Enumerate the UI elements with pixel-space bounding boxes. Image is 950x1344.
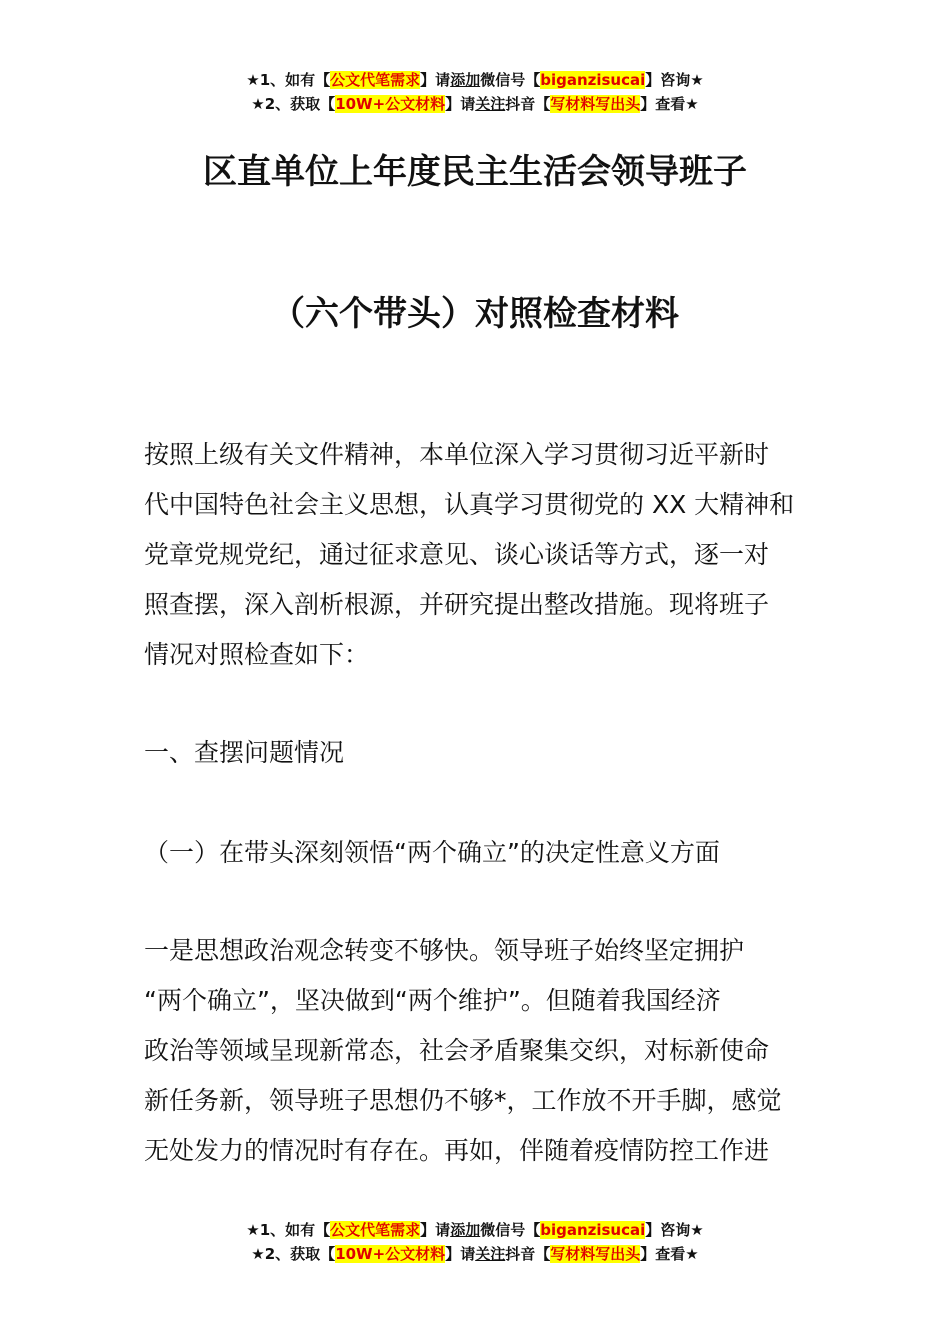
intro-line: 党章党规党纪，通过征求意见、谈心谈话等方式，逐一对: [144, 540, 770, 569]
highlight-wechat-id: biganzisucai: [540, 71, 646, 89]
banner-text: 1、如有【: [259, 71, 331, 89]
banner-underline-text: 添加: [450, 1221, 481, 1239]
document-title-line-1: 区直单位上年度民主生活会领导班子: [203, 152, 747, 192]
subsection-heading: （一）在带头深刻领悟“两个确立”的决定性意义方面: [144, 838, 720, 867]
banner-text: 抖音【: [505, 1245, 551, 1263]
banner-text: 】咨询★: [645, 1221, 704, 1239]
banner-underline-text: 关注: [475, 1245, 506, 1263]
banner-text: 】查看★: [640, 1245, 699, 1263]
banner-text: 2、获取【: [264, 95, 336, 113]
banner-text: 1、如有【: [259, 1221, 331, 1239]
intro-line: 照查摆，深入剖析根源，并研究提出整改措施。现将班子: [144, 590, 770, 619]
highlight-materials: 10W+公文材料: [335, 1245, 446, 1263]
star-icon: ★: [251, 1245, 265, 1263]
highlight-service: 公文代笔需求: [330, 1221, 421, 1239]
star-icon: ★: [246, 71, 260, 89]
banner-line-2: [0, 92, 950, 116]
document-title-line-2: （六个带头）对照检查材料: [271, 294, 679, 334]
body-line: 政治等领域呈现新常态，社会矛盾聚集交织，对标新使命: [144, 1036, 770, 1065]
star-icon: ★: [246, 1221, 260, 1239]
section-heading: 一、查摆问题情况: [144, 738, 345, 767]
banner-text: 】请: [445, 1245, 476, 1263]
banner-text: 2、获取【: [264, 1245, 336, 1263]
banner-line-1: [0, 68, 950, 92]
banner-text: 】咨询★: [645, 71, 704, 89]
banner-text: 微信号【: [480, 71, 541, 89]
bottom-banner: [0, 1218, 950, 1266]
banner-text: 】请: [420, 1221, 451, 1239]
top-banner: [0, 68, 950, 116]
star-icon: ★: [251, 95, 265, 113]
banner-underline-text: 关注: [475, 95, 506, 113]
intro-line: 代中国特色社会主义思想，认真学习贯彻党的 XX 大精神和: [144, 490, 795, 519]
banner-text: 微信号【: [480, 1221, 541, 1239]
banner-text: 抖音【: [505, 95, 551, 113]
body-line: “两个确立”，坚决做到“两个维护”。但随着我国经济: [144, 986, 721, 1015]
banner-text: 】查看★: [640, 95, 699, 113]
intro-line: 情况对照检查如下：: [144, 640, 370, 669]
intro-paragraph: [144, 430, 808, 680]
highlight-douyin-id: 写材料写出头: [550, 1245, 641, 1263]
body-line: 无处发力的情况时有存在。再如，伴随着疫情防控工作进: [144, 1136, 770, 1165]
body-line: 一是思想政治观念转变不够快。领导班子始终坚定拥护: [144, 936, 745, 965]
banner-text: 】请: [420, 71, 451, 89]
highlight-douyin-id: 写材料写出头: [550, 95, 641, 113]
banner-line-1: [0, 1218, 950, 1242]
intro-line: 按照上级有关文件精神，本单位深入学习贯彻习近平新时: [144, 440, 770, 469]
highlight-service: 公文代笔需求: [330, 71, 421, 89]
banner-text: 】请: [445, 95, 476, 113]
highlight-wechat-id: biganzisucai: [540, 1221, 646, 1239]
body-paragraph: [144, 926, 808, 1176]
banner-underline-text: 添加: [450, 71, 481, 89]
body-line: 新任务新，领导班子思想仍不够*，工作放不开手脚，感觉: [144, 1086, 782, 1115]
highlight-materials: 10W+公文材料: [335, 95, 446, 113]
banner-line-2: [0, 1242, 950, 1266]
